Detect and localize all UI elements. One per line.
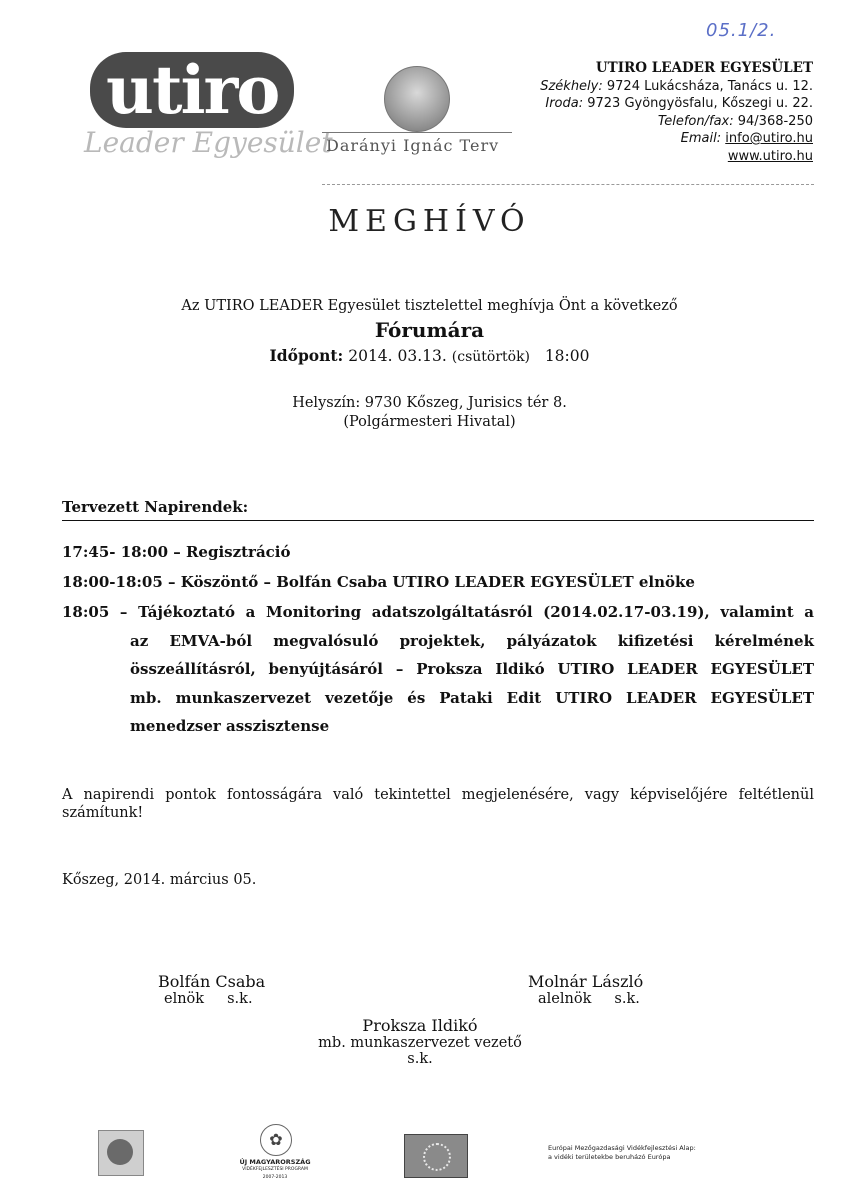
daranyi-logo xyxy=(322,66,522,166)
invite-intro: Az UTIRO LEADER Egyesület tisztelettel meghívja Önt a következő xyxy=(181,298,678,314)
agenda-rule xyxy=(62,520,814,521)
daranyi-logo-text: Darányi Ignác Terv xyxy=(326,136,500,155)
eu-flag-icon xyxy=(404,1134,468,1178)
dateline: Kőszeg, 2014. március 05. xyxy=(62,872,257,888)
utiro-logo-word: utiro xyxy=(90,52,294,128)
email-line: Email: info@utiro.hu xyxy=(680,131,813,146)
org-name: UTIRO LEADER EGYESÜLET xyxy=(595,60,813,76)
logo-divider xyxy=(322,132,512,133)
attendance-note: A napirendi pontok fontosságára való tekintettel megjelenésére, vagy képviselőjére feltétlenül számítunk! xyxy=(62,787,814,821)
seat-line: Székhely: 9724 Lukácsháza, Tanács u. 12. xyxy=(540,78,813,94)
handwritten-note: 05.1/2. xyxy=(706,20,777,41)
email-link[interactable]: info@utiro.hu xyxy=(725,131,813,146)
leader-logo xyxy=(98,1130,144,1176)
uj-magyarorszag-logo xyxy=(236,1124,314,1180)
web-line xyxy=(540,148,813,166)
phone-line: Telefon/fax: 94/368-250 xyxy=(657,113,813,129)
umvp-text: ÚJ MAGYARORSZÁG VIDÉKFEJLESZTÉSI PROGRAM 2007-2013 xyxy=(239,1158,311,1180)
portrait-icon xyxy=(384,66,450,132)
page-title: MEGHÍVÓ xyxy=(328,204,531,239)
office-line: Iroda: 9723 Gyöngyösfalu, Kőszegi u. 22. xyxy=(545,96,813,111)
utiro-logo xyxy=(84,51,333,172)
signature-molnar: Molnár László alelnök s.k. xyxy=(528,972,644,1007)
eu-fund-text: Európai Mezőgazdasági Vidékfejlesztési Alap: a vidéki területekbe beruházó Európa xyxy=(548,1144,696,1161)
agenda-item-2: 18:00-18:05 – Köszöntő – Bolfán Csaba UTIRO LEADER EGYESÜLET elnöke xyxy=(62,573,695,591)
forum-heading: Fórumára xyxy=(374,318,485,342)
agenda-item-1: 17:45- 18:00 – Regisztráció xyxy=(62,543,291,561)
agenda-item-3: 18:05 – Tájékoztató a Monitoring adatszolgáltatásról (2014.02.17-03.19), valamint a az EMVA-ból megvalósuló projektek, pályázatok kifizetési kérelmének összeállításról, benyújtásáról – Proksza Ildikó UTIRO LEADER EGYESÜLET mb. munkaszervezet vezetője és Pataki Edit UTIRO LEADER EGYESÜLET menedzser asszisztense xyxy=(62,603,814,735)
event-time: Időpont: 2014. 03.13. (csütörtök) 18:00 xyxy=(269,346,590,365)
event-place: Helyszín: 9730 Kőszeg, Jurisics tér 8. (Polgármesteri Hivatal) xyxy=(292,395,567,430)
address-block xyxy=(540,60,813,165)
signature-proksza: Proksza Ildikó mb. munkaszervezet vezető s.k. xyxy=(318,1016,522,1067)
web-link[interactable]: www.utiro.hu xyxy=(727,148,813,164)
signature-bolfan: Bolfán Csaba elnök s.k. xyxy=(158,972,266,1007)
agenda-heading: Tervezett Napirendek: xyxy=(62,498,249,516)
utiro-logo-subtitle: Leader Egyesület xyxy=(84,126,333,159)
flower-icon: ✿ xyxy=(260,1124,292,1156)
header-divider xyxy=(322,184,814,185)
